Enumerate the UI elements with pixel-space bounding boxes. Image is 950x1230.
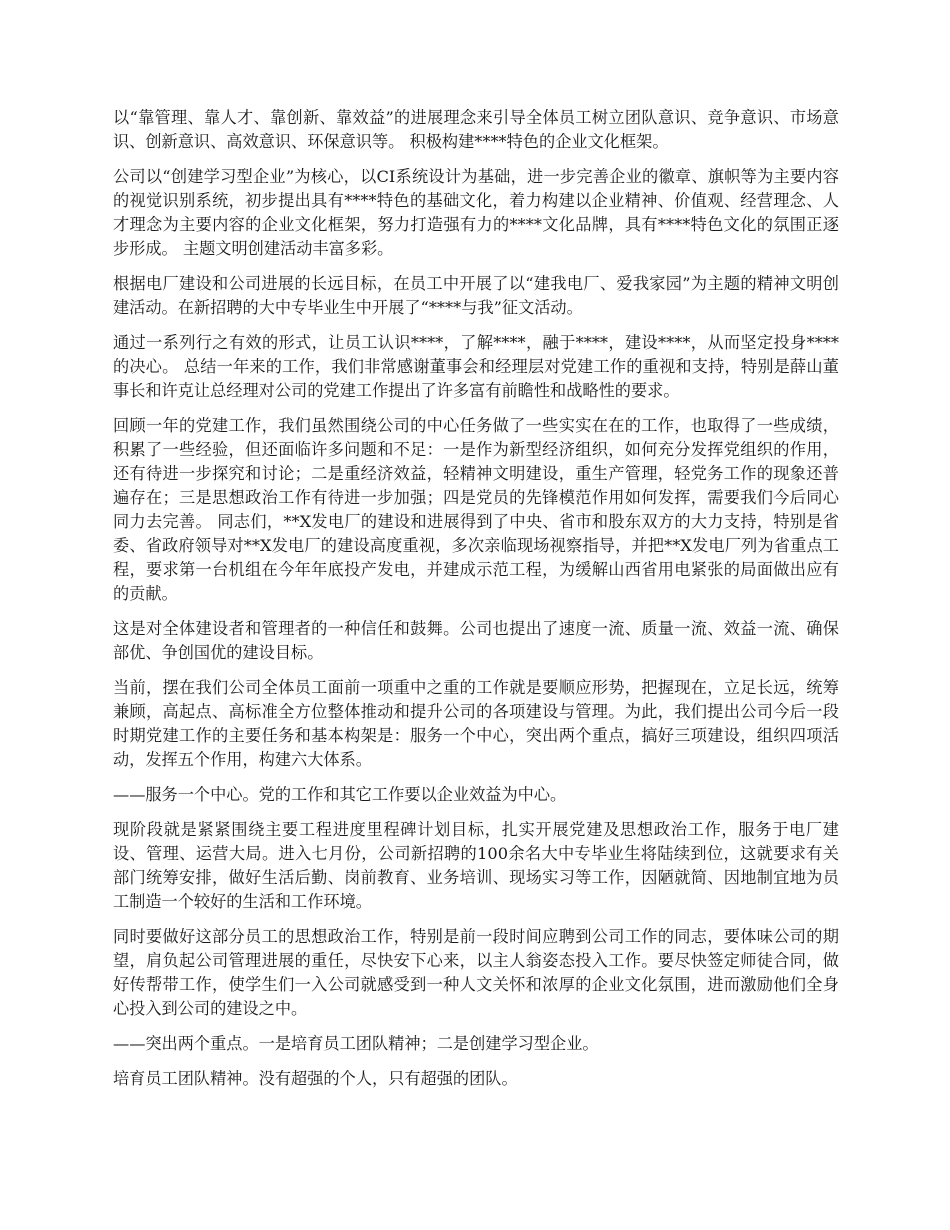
paragraph-3: 根据电厂建设和公司进展的长远目标，在员工中开展了以“建我电厂、爱我家园”为主题的精神文明创建活动。在新招聘的大中专毕业生中开展了“****与我”征文活动。 [113, 274, 839, 317]
paragraph-2: 公司以“创建学习型企业”为核心，以CI系统设计为基础，进一步完善企业的徽章、旗帜等为主要内容的视觉识别系统，初步提出具有****特色的基础文化，着力构建以企业精神、价值观、经营理念、人才理念为主要内容的企业文化框架，努力打造强有力的****文化品牌，具有****特色文化的氛围正逐步形成。 主题文明创建活动丰富多彩。 [113, 167, 839, 258]
paragraph-9: 现阶段就是紧紧围绕主要工程进度里程碑计划目标，扎实开展党建及思想政治工作，服务于电厂建设、管理、运营大局。进入七月份，公司新招聘的100余名大中专毕业生将陆续到位，这就要求有关部门统筹安排，做好生活后勤、岗前教育、业务培训、现场实习等工作，因陋就简、因地制宜地为员工制造一个较好的生活和工作环境。 [113, 820, 839, 911]
paragraph-6: 这是对全体建设者和管理者的一种信任和鼓舞。公司也提出了速度一流、质量一流、效益一流、确保部优、争创国优的建设目标。 [113, 619, 839, 662]
paragraph-4: 通过一系列行之有效的形式，让员工认识****，了解****，融于****，建设****，从而坚定投身****的决心。 总结一年来的工作，我们非常感谢董事会和经理层对党建工作的重视和支持，特别是薛山董事长和许克让总经理对公司的党建工作提出了许多富有前瞻性和战略性的要求。 [113, 333, 839, 400]
paragraph-7: 当前，摆在我们公司全体员工面前一项重中之重的工作就是要顺应形势，把握现在，立足长远，统筹兼顾，高起点、高标准全方位整体推动和提升公司的各项建设与管理。为此，我们提出公司今后一段时期党建工作的主要任务和基本构架是：服务一个中心，突出两个重点，搞好三项建设，组织四项活动，发挥五个作用，构建六大体系。 [113, 678, 839, 769]
paragraph-12: 培育员工团队精神。没有超强的个人，只有超强的团队。 [113, 1069, 518, 1088]
paragraph-5: 回顾一年的党建工作，我们虽然围绕公司的中心任务做了一些实实在在的工作，也取得了一些成绩，积累了一些经验，但还面临许多问题和不足：一是作为新型经济组织，如何充分发挥党组织的作用，还有待进一步探究和讨论；二是重经济效益，轻精神文明建设，重生产管理，轻党务工作的现象还普遍存在；三是思想政治工作有待进一步加强；四是党员的先锋模范作用如何发挥，需要我们今后同心同力去完善。 同志们，**X发电厂的建设和进展得到了中央、省市和股东双方的大力支持，特别是省委、省政府领导对**X发电厂的建设高度重视，多次亲临现场视察指导，并把**X发电厂列为省重点工程，要求第一台机组在今年年底投产发电，并建成示范工程，为缓解山西省用电紧张的局面做出应有的贡献。 [113, 416, 839, 603]
paragraph-1: 以“靠管理、靠人才、靠创新、靠效益”的进展理念来引导全体员工树立团队意识、竞争意识、市场意识、创新意识、高效意识、环保意识等。 积极构建****特色的企业文化框架。 [113, 108, 839, 151]
paragraph-8: ——服务一个中心。党的工作和其它工作要以企业效益为中心。 [113, 785, 567, 804]
paragraph-10: 同时要做好这部分员工的思想政治工作，特别是前一段时间应聘到公司工作的同志，要体味公司的期望，肩负起公司管理进展的重任，尽快安下心来，以主人翁姿态投入工作。要尽快签定师徒合同，做好传帮带工作，使学生们一入公司就感受到一种人文关怀和浓厚的企业文化氛围，进而激励他们全身心投入到公司的建设之中。 [113, 927, 839, 1018]
document-body [113, 106, 839, 1102]
paragraph-11: ——突出两个重点。一是培育员工团队精神；二是创建学习型企业。 [113, 1034, 599, 1053]
